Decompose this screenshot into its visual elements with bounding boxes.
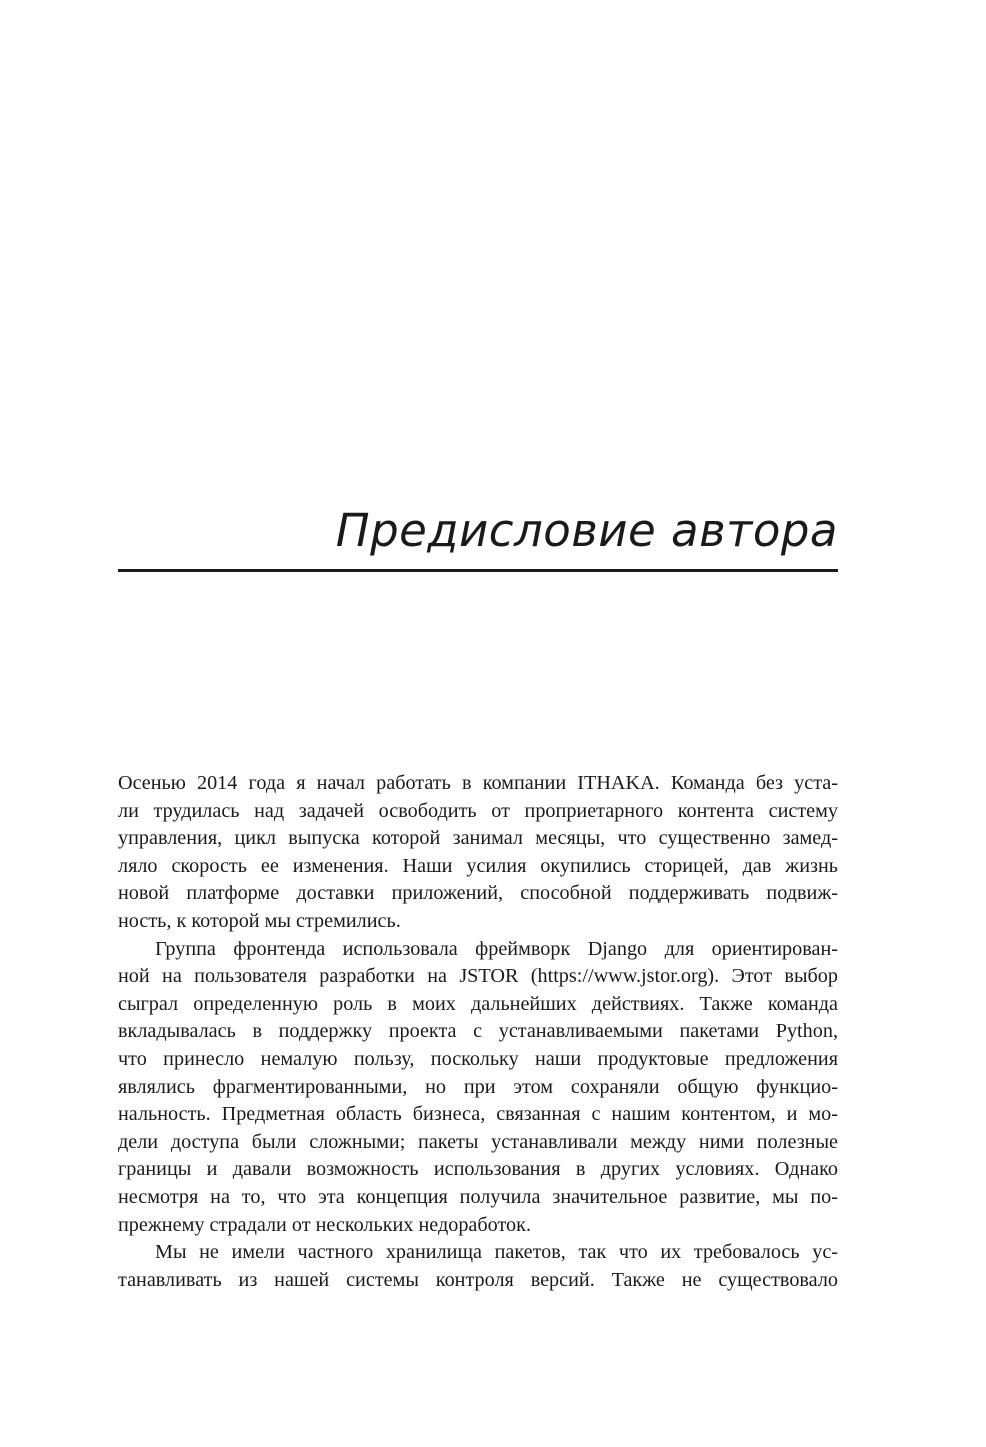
text-line: несмотря на то, что эта концепция получила значительное развитие, мы по- bbox=[118, 1185, 838, 1208]
text-line: танавливать из нашей системы контроля версий. Также не существовало bbox=[118, 1268, 838, 1291]
text-line: управления, цикл выпуска которой занимал месяцы, что существенно замед- bbox=[118, 827, 838, 850]
text-line: дели доступа были сложными; пакеты устанавливали между ними полезные bbox=[118, 1130, 838, 1153]
text-line: Мы не имели частного хранилища пакетов, так что их требовалось ус- bbox=[155, 1241, 838, 1264]
paragraph-3 bbox=[118, 1239, 838, 1294]
text-line: ность, к которой мы стремились. bbox=[118, 909, 401, 932]
paragraph-2 bbox=[118, 936, 838, 1240]
title-underline-rule bbox=[118, 569, 838, 572]
text-line: прежнему страдали от нескольких недоработок. bbox=[118, 1213, 531, 1236]
text-line: Осенью 2014 года я начал работать в компании ITHAKA. Команда без уста- bbox=[118, 772, 838, 794]
body-text bbox=[118, 770, 838, 1294]
text-line: вкладывалась в поддержку проекта с устанавливаемыми пакетами Python, bbox=[118, 1020, 838, 1043]
text-line: ли трудилась над задачей освободить от проприетарного контента систему bbox=[118, 799, 838, 822]
text-line: ной на пользователя разработки на JSTOR (https://www.jstor.org). Этот выбор bbox=[118, 965, 838, 988]
text-line: являлись фрагментированными, но при этом сохраняли общую функцио- bbox=[118, 1075, 838, 1098]
text-line: нальность. Предметная область бизнеса, связанная с нашим контентом, и мо- bbox=[118, 1103, 838, 1126]
text-line: новой платформе доставки приложений, способной поддерживать подвиж- bbox=[118, 882, 838, 905]
text-line: ляло скорость ее изменения. Наши усилия окупились сторицей, дав жизнь bbox=[118, 854, 838, 877]
chapter-title: Предисловие автора bbox=[335, 504, 838, 557]
text-line: Группа фронтенда использовала фреймворк Django для ориентирован- bbox=[155, 937, 838, 960]
text-line: что принесло немалую пользу, поскольку наши продуктовые предложения bbox=[118, 1047, 838, 1070]
paragraph-1 bbox=[118, 770, 838, 936]
text-line: сыграл определенную роль в моих дальнейших действиях. Также команда bbox=[118, 992, 838, 1015]
text-line: границы и давали возможность использования в других условиях. Однако bbox=[118, 1158, 838, 1181]
